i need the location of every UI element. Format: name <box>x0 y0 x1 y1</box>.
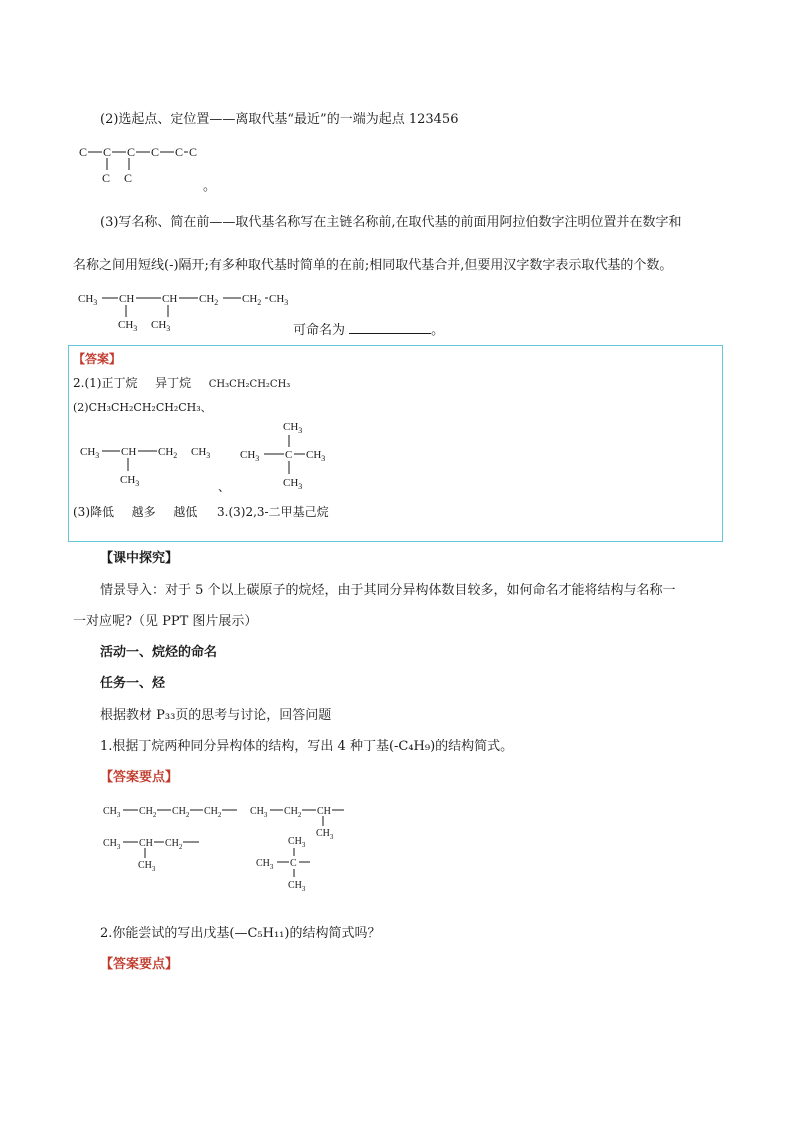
activity-title: 活动一、烷烃的命名 <box>100 645 218 660</box>
svg-text:CH3: $CH_3$ <box>250 806 268 819</box>
svg-text:CH2: $CH_2$ <box>199 293 219 307</box>
step3-line2: 名称之间用短线(-)隔开;有多种取代基时简单的在前;相同取代基合并,但要用汉字数字表示取代基的个数。 <box>73 258 673 273</box>
svg-text:CH: CH <box>162 293 178 305</box>
svg-text:CH: CH <box>317 806 331 817</box>
svg-text:CH3: $CH_3$ <box>316 828 334 841</box>
svg-text:C: C <box>189 145 198 159</box>
answer-separator-comma: 、 <box>218 480 231 494</box>
answer-lower: (3)降低 <box>73 505 114 519</box>
svg-text:CH3: $CH_3$ <box>256 858 274 871</box>
isobutyl-structure <box>103 832 213 874</box>
svg-text:C: C <box>102 171 111 185</box>
answer-points-label-2: 【答案要点】 <box>100 957 179 972</box>
answer-line3 <box>73 503 329 520</box>
svg-text:CH3: $CH_3$ <box>103 838 121 851</box>
svg-text:C: C <box>103 145 112 159</box>
svg-text:CH2: $CH_2$ <box>158 446 178 460</box>
dimethylpropane-structure <box>240 418 340 494</box>
answer-line2: (2)CH₃CH₂CH₂CH₂CH₃、 <box>73 401 212 414</box>
answer-points-label-1: 【答案要点】 <box>100 770 179 785</box>
intro-line2: 一对应呢?（见 PPT 图片展示） <box>73 614 258 629</box>
svg-text:CH: CH <box>119 293 135 305</box>
svg-text:CH2: $CH_2$ <box>139 806 157 819</box>
dimethylhexane-structure <box>78 288 298 334</box>
answer-label: 【答案】 <box>73 352 122 366</box>
svg-text:CH3: $CH_3$ <box>80 446 100 460</box>
class-section-heading: 【课中探究】 <box>100 551 179 566</box>
svg-text:CH3: $CH_3$ <box>151 319 171 333</box>
question-1: 1.根据丁烷两种同分异构体的结构，写出 4 种丁基(-C₄H₉)的结构简式。 <box>100 739 514 754</box>
svg-text:CH3: $CH_3$ <box>138 860 156 873</box>
intro-line1: 情景导入：对于 5 个以上碳原子的烷烃，由于其同分异构体数目较多，如何命名才能将结构与名称一 <box>100 583 676 598</box>
step2-text: (2)选起点、定位置——离取代基“最近”的一端为起点 123456 <box>100 112 459 127</box>
svg-text:CH2: $CH_2$ <box>172 806 190 819</box>
svg-text:CH3: $CH_3$ <box>240 449 260 463</box>
svg-text:CH3: $CH_3$ <box>283 421 303 435</box>
svg-text:CH3: $CH_3$ <box>269 293 289 307</box>
naming-period: 。 <box>431 323 445 338</box>
question-2: 2.你能尝试的写出戊基(—C₅H₁₁)的结构简式吗？ <box>100 926 381 941</box>
svg-text:CH3: $CH_3$ <box>191 446 211 460</box>
svg-text:CH: CH <box>139 838 153 849</box>
methylbutane-structure <box>80 437 220 489</box>
svg-text:C: C <box>124 171 133 185</box>
answer-even-lower: 越低 <box>173 505 198 519</box>
svg-text:CH3: $CH_3$ <box>120 474 140 488</box>
structure-period: 。 <box>203 179 217 194</box>
svg-text:CH3: $CH_3$ <box>78 293 98 307</box>
svg-text:C: C <box>175 145 184 159</box>
svg-text:CH: CH <box>121 446 137 458</box>
answer-more: 越多 <box>131 505 156 519</box>
svg-text:CH3: $CH_3$ <box>103 806 121 819</box>
instruction-text: 根据教材 P₃₃页的思考与讨论，回答问题 <box>100 708 332 723</box>
naming-prompt-label: 可命名为 <box>293 323 346 338</box>
svg-text:CH2: $CH_2$ <box>165 838 183 851</box>
svg-text:C: C <box>151 145 160 159</box>
tert-butyl-structure <box>256 832 336 894</box>
step3-line1: (3)写名称、简在前——取代基名称写在主链名称前,在取代基的前面用阿拉伯数字注明位置并在数字和 <box>100 215 682 230</box>
svg-text:CH3: $CH_3$ <box>118 319 138 333</box>
carbon-chain-structure <box>74 140 214 190</box>
answer-n-butane: 2.(1)正丁烷 <box>73 376 138 390</box>
svg-text:CH3: $CH_3$ <box>288 880 306 893</box>
svg-text:C: C <box>290 858 297 869</box>
svg-text:CH2: $CH_2$ <box>242 293 262 307</box>
answer-isobutane: 异丁烷 <box>155 376 192 390</box>
svg-text:C: C <box>127 145 136 159</box>
svg-text:CH3: $CH_3$ <box>283 477 303 491</box>
answer-blank <box>349 321 431 334</box>
svg-text:C: C <box>285 449 293 461</box>
n-butyl-structure <box>103 798 243 822</box>
task-title: 任务一、烃 <box>100 676 166 691</box>
svg-text:CH2: $CH_2$ <box>204 806 222 819</box>
svg-text:CH3: $CH_3$ <box>306 449 326 463</box>
answer-dimethylhexane: 3.(3)2,3-二甲基己烷 <box>217 505 329 519</box>
naming-prompt <box>293 319 444 338</box>
answer-butane-formula: CH₃CH₂CH₂CH₃ <box>208 379 291 390</box>
answer-line1 <box>73 374 290 391</box>
svg-text:CH2: $CH_2$ <box>284 806 302 819</box>
svg-text:C: C <box>79 145 88 159</box>
svg-text:CH3: $CH_3$ <box>288 836 306 849</box>
